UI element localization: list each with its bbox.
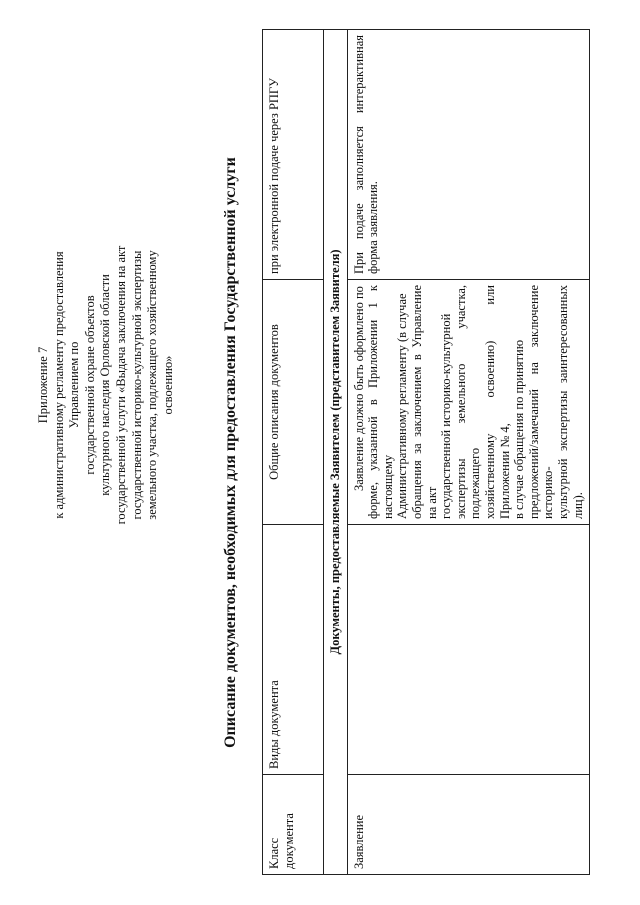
appendix-line: освоению»: [160, 355, 175, 415]
header-electronic: при электронной подаче через РПГУ: [263, 30, 324, 280]
cell-kind: [347, 525, 590, 775]
cell-electronic: При подаче заполняется интерактивная форма заявления.: [347, 30, 590, 280]
description-line: Заявление должно быть оформлено по: [351, 286, 366, 491]
header-class: Класс документа: [263, 775, 324, 875]
table-header-row: [263, 30, 324, 875]
table-row: [347, 30, 590, 875]
appendix-line: Управлением по: [67, 341, 82, 429]
description-line: форме, указанной в Приложении 1 к настоящему: [366, 285, 395, 519]
description-line: Административному регламенту (в случае: [395, 293, 410, 519]
section-label: Документы, предоставляемые Заявителем (представителем Заявителя): [324, 30, 348, 875]
cell-class: Заявление: [347, 775, 590, 875]
description-line: культурной экспертизы заинтересованных лиц).: [555, 285, 585, 519]
appendix-line: государственной историко-культурной экспертизы: [129, 250, 144, 520]
section-row: [324, 30, 348, 875]
appendix-line: культурного наследия Орловской области: [98, 274, 113, 496]
appendix-line: Приложение 7: [36, 346, 50, 424]
description-line: предложений/замечаний на заключение историко-: [526, 285, 556, 519]
document-title: Описание документов, необходимых для предоставления Государственной услуги: [222, 157, 239, 748]
description-line: хозяйственному освоению) или Приложении № 4,: [482, 285, 512, 519]
description-line: экспертизы земельного участка, подлежащего: [453, 285, 483, 519]
header-description: Общие описания документов: [263, 280, 324, 525]
appendix-line: земельного участка, подлежащего хозяйственному: [145, 250, 160, 520]
description-line: государственной историко-культурной: [439, 313, 454, 519]
appendix-line: государственной услуги «Выдача заключения на акт: [113, 245, 128, 525]
cell-description: [347, 280, 590, 525]
appendix-note: [36, 25, 176, 745]
appendix-line: государственной охране объектов: [82, 295, 97, 475]
description-line: в случае обращения по принятию: [512, 339, 527, 519]
description-line: обращения за заключением в Управление на акт: [409, 285, 439, 519]
documents-table: [262, 29, 590, 875]
appendix-line: к административному регламенту предоставления: [51, 251, 66, 519]
header-kind: Виды документа: [263, 525, 324, 775]
